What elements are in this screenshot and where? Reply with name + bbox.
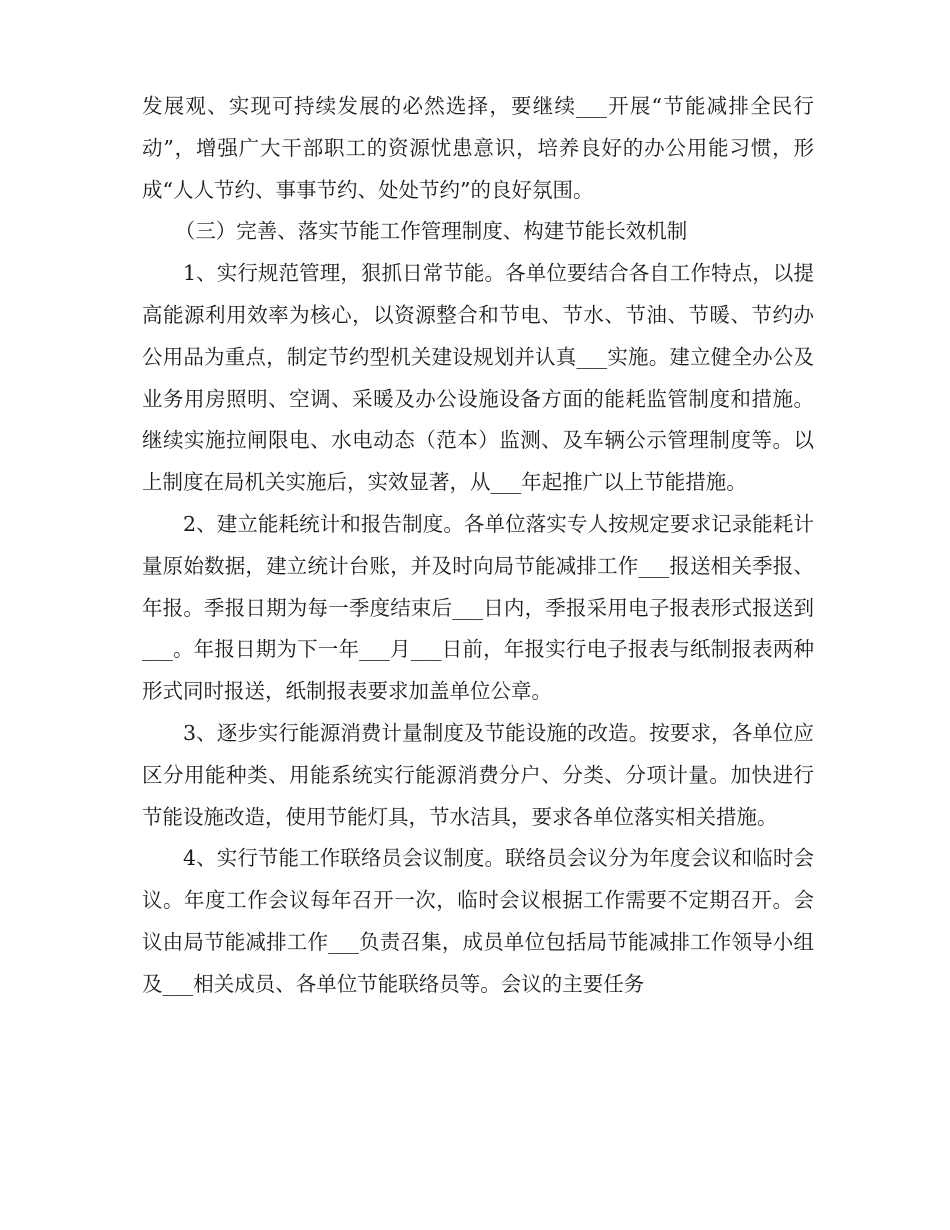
paragraph-item-1: 1、实行规范管理，狠抓日常节能。各单位要结合各自工作特点，以提高能源利用效率为核心，以资源整合和节电、节水、节油、节暖、节约办公用品为重点，制定节约型机关建设规划并认真___实施。建立健全办公及业务用房照明、空调、采暖及办公设施设备方面的能耗监管制度和措施。继续实施拉闸限电、水电动态（范本）监测、及车辆公示管理制度等。以上制度在局机关实施后，实效显著，从___年起推广以上节能措施。 xyxy=(142,261,814,495)
document-body xyxy=(142,86,814,1006)
section-heading: （三）完善、落实节能工作管理制度、构建节能长效机制 xyxy=(174,219,688,244)
paragraph-item-2: 2、建立能耗统计和报告制度。各单位落实专人按规定要求记录能耗计量原始数据，建立统计台账，并及时向局节能减排工作___报送相关季报、年报。季报日期为每一季度结束后___日内，季报采用电子报表形式报送到___。年报日期为下一年___月___日前，年报实行电子报表与纸制报表两种形式同时报送，纸制报表要求加盖单位公章。 xyxy=(142,511,814,704)
paragraph-item-3: 3、逐步实行能源消费计量制度及节能设施的改造。按要求，各单位应区分用能种类、用能系统实行能源消费分户、分类、分项计量。加快进行节能设施改造，使用节能灯具，节水洁具，要求各单位落实相关措施。 xyxy=(142,720,814,829)
paragraph-item-4: 4、实行节能工作联络员会议制度。联络员会议分为年度会议和临时会议。年度工作会议每年召开一次，临时会议根据工作需要不定期召开。会议由局节能减排工作___负责召集，成员单位包括局节能减排工作领导小组及___相关成员、各单位节能联络员等。会议的主要任务 xyxy=(142,846,814,996)
paragraph-continuation: 发展观、实现可持续发展的必然选择，要继续___开展“节能减排全民行动”，增强广大干部职工的资源忧患意识，培养良好的办公用能习惯，形成“人人节约、事事节约、处处节约”的良好氛围。 xyxy=(142,94,814,202)
